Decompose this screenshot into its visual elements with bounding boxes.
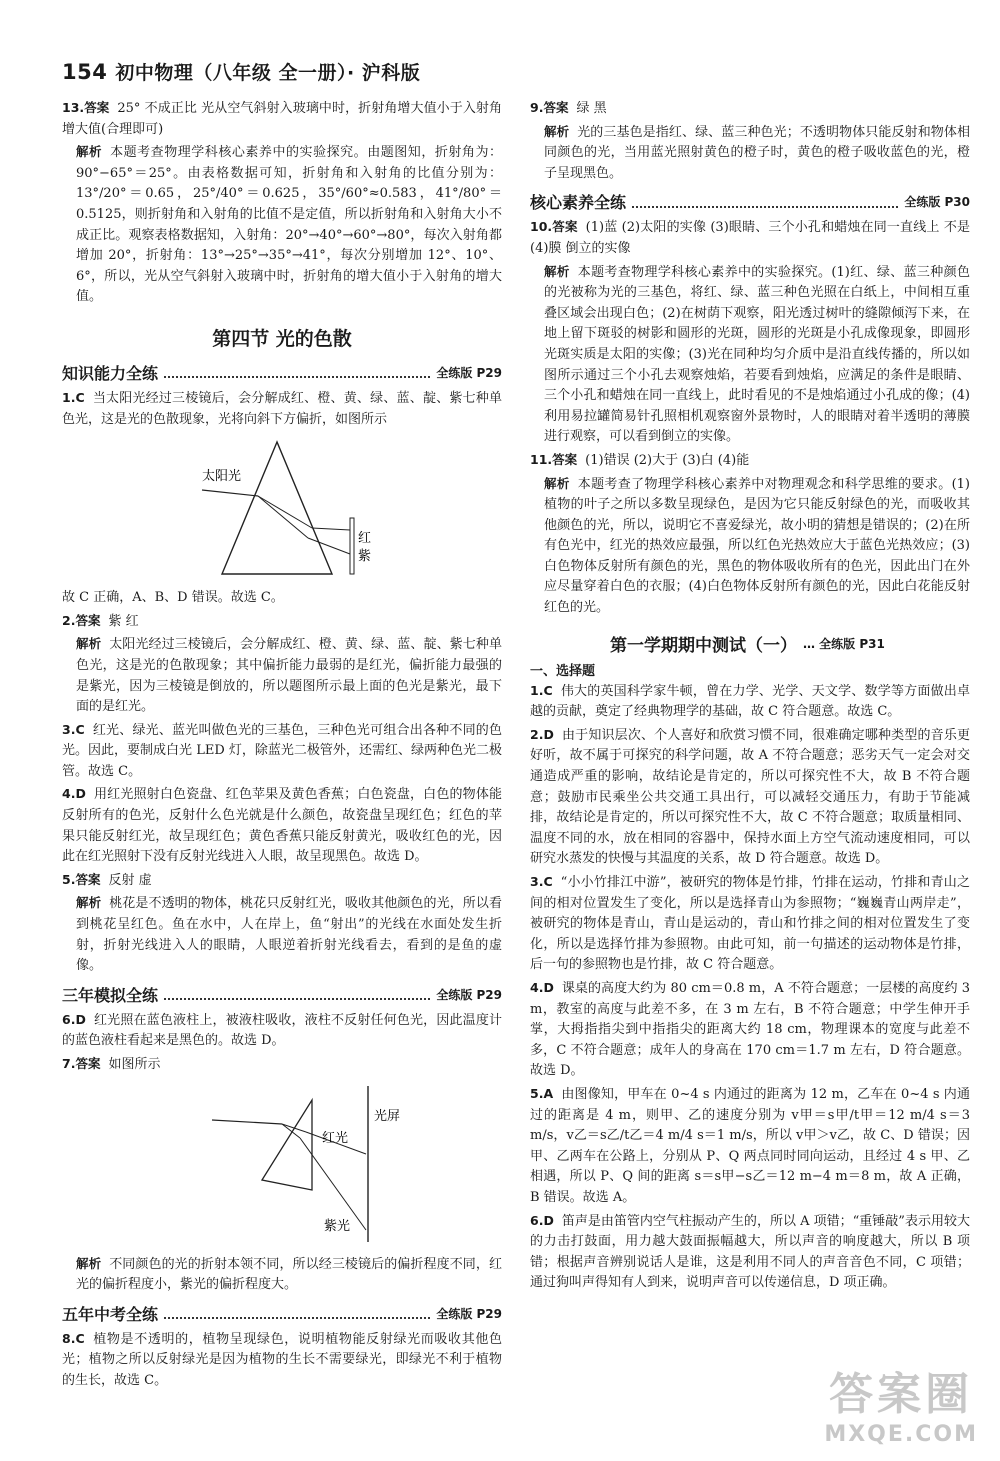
red-label: 红 bbox=[358, 531, 372, 547]
violet-label: 紫 bbox=[358, 549, 372, 565]
q4-answer: 4.D 用红光照射白色瓷盘、红色苹果及黄色香蕉；白色瓷盘，白色的物体能反射所有的色光，反射什么色光就是什么颜色，故瓷盘呈现红色；红色的苹果只能反射红光，故呈现红色；黄色香蕉只能反射黄光，吸收红色的光，因此在红光照射下没有反射光线进入人眼，故呈现黑色。故选 D。 bbox=[62, 786, 502, 865]
screen-label: 光屏 bbox=[374, 1108, 401, 1124]
e6-answer: 6.D 笛声是由笛管内空气柱振动产生的，所以 A 项错；“重锤敲”表示用较大的力击打鼓面，用力越大鼓面振幅越大，所以声音的响度越大，所以 B 项错；根据声音辨别说话人是谁，这是利用不同人的声音音色不同，C 项错；通过狗叫声得知有人到来，说明声音可以传递信息，D 项正确。 bbox=[530, 1212, 970, 1291]
left-column bbox=[62, 98, 502, 1394]
q10-analysis: 解析 本题考查物理学科核心素养中的实验探究。(1)红、绿、蓝三种颜色的光被称为光的三基色，将红、绿、蓝三种色光照在白纸上，中间相互重叠区域会出现白色；(2)在树荫下观察，阳光透过树叶的缝隙倾泻下来，在地上留下斑驳的树影和圆形的光斑，圆形的光斑是小孔成像现象，即圆形光斑实质是太阳的实像；(3)光在同种均匀介质中是沿直线传播的，所以如图所示通过三个小孔去观察烛焰，若要看到烛焰，应满足的条件是眼睛、三个小孔和蜡烛在同一直线上，此时看见的不是烛焰通过小孔成的像；(4)利用易拉罐简易针孔照相机观察窗外景物时，人的眼睛对着半透明的薄膜进行观察，可以看到倒立的实像。 bbox=[544, 263, 970, 445]
q7-analysis: 解析 不同颜色的光的折射本领不同，所以经三棱镜后的偏折程度不同，红光的偏折程度小，紫光的偏折程度大。 bbox=[76, 1255, 502, 1293]
section-header-five-year: 五年中考全练 全练版 P29 bbox=[62, 1304, 502, 1324]
sun-label: 太阳光 bbox=[202, 469, 242, 485]
q11-analysis: 解析 本题考查了物理学科核心素养中对物理观念和科学思维的要求。(1)植物的叶子之所以多数呈现绿色，是因为它只能反射绿色的光，而吸收其他颜色的光，所以，说明它不喜爱绿光，故小明的猜想是错误的；(2)在所有色光中，红光的热效应最强，所以红色光热效应大于蓝色光热效应；(3)白色物体反射所有颜色的光，黑色的物体吸收所有的色光，因此出门在外应尽量穿着白色的衣服；(4)白色物体反射所有颜色的光，因此白花能反射红色的光。 bbox=[544, 475, 970, 616]
q2-analysis: 解析 太阳光经过三棱镜后，会分解成红、橙、黄、绿、蓝、靛、紫七种单色光，这是光的色散现象；其中偏折能力最弱的是红光，偏折能力最强的是紫光，因为三棱镜是倒放的，所以题图所示最上面的色光是紫光，最下面的是红光。 bbox=[76, 636, 502, 715]
watermark-line1: 答案圈 bbox=[829, 1369, 974, 1420]
q10-answer: 10.答案 (1)蓝 (2)太阳的实像 (3)眼睛、三个小孔和蜡烛在同一直线上 不是 (4)膜 倒立的实像 bbox=[530, 219, 970, 256]
q5-analysis: 解析 桃花是不透明的物体，桃花只反射红光，吸收其他颜色的光，所以看到桃花呈红色。鱼在水中，人在岸上，鱼“射出”的光线在水面处发生折射，折射光线进入人的眼睛，人眼逆着折射光线看去，看到的是鱼的虚像。 bbox=[76, 895, 502, 974]
page-number: 154 bbox=[62, 60, 108, 84]
page-header bbox=[62, 58, 420, 85]
e3-answer: 3.C “小小竹排江中游”，被研究的物体是竹排，竹排在运动，竹排和青山之间的相对位置发生了变化，所以是选择青山为参照物；“巍巍青山两岸走”，被研究的物体是青山，青山是运动的，青山和竹排之间的相对位置发生了变化，所以是选择竹排为参照物。由此可知，前一句描述的运动物体是竹排，后一句的参照物也是竹排，故 C 符合题意。 bbox=[530, 874, 970, 973]
section-header-core: 核心素养全练 全练版 P30 bbox=[530, 193, 970, 213]
q3-answer: 3.C 红光、绿光、蓝光叫做色光的三基色，三种色光可组合出各种不同的色光。因此，要制成白光 LED 灯，除蓝光二极管外，还需红、绿两种色光二极管。故选 C。 bbox=[62, 721, 502, 779]
e4-answer: 4.D 课桌的高度大约为 80 cm＝0.8 m，A 不符合题意；一层楼的高度约 3 m，教室的高度与此差不多，在 3 m 左右，B 不符合题意；中学生伸开手掌，大拇指指尖到中指指尖的距离大约 18 cm，物理课本的宽度与此差不多，C 不符合题意；成年人的身高在 170 cm＝1.7 m 左右，D 符合题意。故选 D。 bbox=[530, 979, 970, 1079]
prism-dispersion-figure bbox=[62, 434, 502, 584]
prism-screen-figure bbox=[62, 1080, 502, 1250]
q11-answer: 11.答案 (1)错误 (2)大于 (3)白 (4)能 bbox=[530, 451, 750, 468]
red-ray-line bbox=[312, 528, 350, 530]
exam-title-row bbox=[530, 631, 970, 656]
q9-answer: 9.答案 绿 黑 bbox=[530, 100, 607, 116]
q9-analysis: 解析 光的三基色是指红、绿、蓝三种色光；不透明物体只能反射和物体相同颜色的光，当用蓝光照射黄色的橙子时，黄色的橙子吸收蓝色的光，橙子呈现黑色。 bbox=[544, 123, 970, 181]
book-title: 初中物理（八年级 全一册）· 沪科版 bbox=[115, 62, 421, 84]
section-title: 第四节 光的色散 bbox=[212, 327, 352, 350]
q1-answer: 1.C 当太阳光经过三棱镜后，会分解成红、橙、黄、绿、蓝、靛、紫七种单色光，这是光的色散现象，光将向斜下方偏折，如图所示 bbox=[62, 389, 502, 427]
exam-title: 第一学期期中测试（一） bbox=[610, 635, 797, 656]
e2-answer: 2.D 由于知识层次、个人喜好和欣赏习惯不同，很难确定哪种类型的音乐更好听，故不属于可探究的科学问题，故 A 不符合题意；恶劣天气一定会对交通造成严重的影响，故结论是肯定的，所以可探究性不大，故 B 不符合题意；鼓励市民乘坐公共交通工具出行，可以减轻交通压力，有助于节能减排，故结论是肯定的，所以可探究性不大，故 C 不符合题意；取质量相同、温度不同的水，放在相同的容器中，保持水面上方空气流动速度相同，可以研究水蒸发的快慢与其温度的关系，故 D 符合题意。故选 D。 bbox=[530, 726, 970, 867]
q7-answer: 7.答案 如图所示 bbox=[62, 1056, 161, 1072]
q1-conclusion: 故 C 正确，A、B、D 错误。故选 C。 bbox=[62, 590, 284, 606]
q6-answer: 6.D 红光照在蓝色液柱上，被液柱吸收，液柱不反射任何色光，因此温度计的蓝色液柱看起来是黑色的。故选 D。 bbox=[62, 1011, 502, 1049]
watermark bbox=[824, 1358, 978, 1447]
violet-light-label: 紫光 bbox=[324, 1218, 351, 1234]
watermark-line2: MXQE.COM bbox=[824, 1422, 978, 1447]
q5-answer: 5.答案 反射 虚 bbox=[62, 871, 152, 888]
prism-shape bbox=[222, 442, 332, 574]
section-header-three-year: 三年模拟全练 全练版 P29 bbox=[62, 985, 502, 1005]
violet-ray-line-2 bbox=[300, 1138, 366, 1230]
section-header-knowledge: 知识能力全练 全练版 P29 bbox=[62, 363, 502, 383]
q13-answer: 13.答案 25° 不成正比 光从空气斜射入玻璃中时，折射角增大值小于入射角增大值(合理即可) bbox=[62, 100, 502, 137]
violet-ray-line bbox=[308, 538, 350, 554]
exam-ref: … 全练版 P31 bbox=[803, 636, 885, 651]
e5-answer: 5.A 由图像知，甲车在 0~4 s 内通过的距离为 12 m，乙车在 0~4 s 内通过的距离是 4 m，则甲、乙的速度分别为 v甲＝s甲/t甲＝12 m/4 s＝3 m/s，v乙＝s乙/t乙＝4 m/4 s＝1 m/s，所以 v甲＞v乙，故 C、D 错误；因甲、乙两车在公路上，分别从 P、Q 两点同时同向运动，且经过 4 s 甲、乙相遇，所以 P、Q 间的距离 s＝s甲−s乙＝12 m−4 m＝8 m，故 A 正确，B 错误。故选 A。 bbox=[530, 1085, 970, 1205]
right-column bbox=[530, 98, 970, 1296]
e1-answer: 1.C 伟大的英国科学家牛顿，曾在力学、光学、天文学、数学等方面做出卓越的贡献，奠定了经典物理学的基础，故 C 符合题意。故选 C。 bbox=[530, 682, 970, 720]
q2-answer: 2.答案 紫 红 bbox=[62, 612, 139, 629]
q8-answer: 8.C 植物是不透明的，植物呈现绿色，说明植物能反射绿光而吸收其他色光；植物之所以反射绿光是因为植物的生长不需要绿光，即绿光不利于植物的生长，故选 C。 bbox=[62, 1330, 502, 1388]
q13-analysis: 解析 本题考查物理学科核心素养中的实验探究。由题图知，折射角为：90°−65°＝25°。由表格数据可知，折射角和入射角的比值分别为：13°/20°＝0.65，25°/40°＝0.625，35°/60°≈0.583，41°/80°＝0.5125，则折射角和入射角的比值不是定值，所以折射角和入射角大小不成正比。观察表格数据知，入射角：20°→40°→60°→80°，每次入射角都增加 20°，折射角：13°→25°→35°→41°，每次分别增加 12°、10°、6°，所以，光从空气斜射入玻璃中时，折射角的增大值小于入射角的增大值。 bbox=[76, 144, 502, 305]
part-heading: 一、选择题 bbox=[530, 663, 596, 679]
screen-shape bbox=[350, 518, 354, 574]
red-light-label: 红光 bbox=[322, 1130, 349, 1146]
sun-ray-line bbox=[202, 490, 258, 496]
